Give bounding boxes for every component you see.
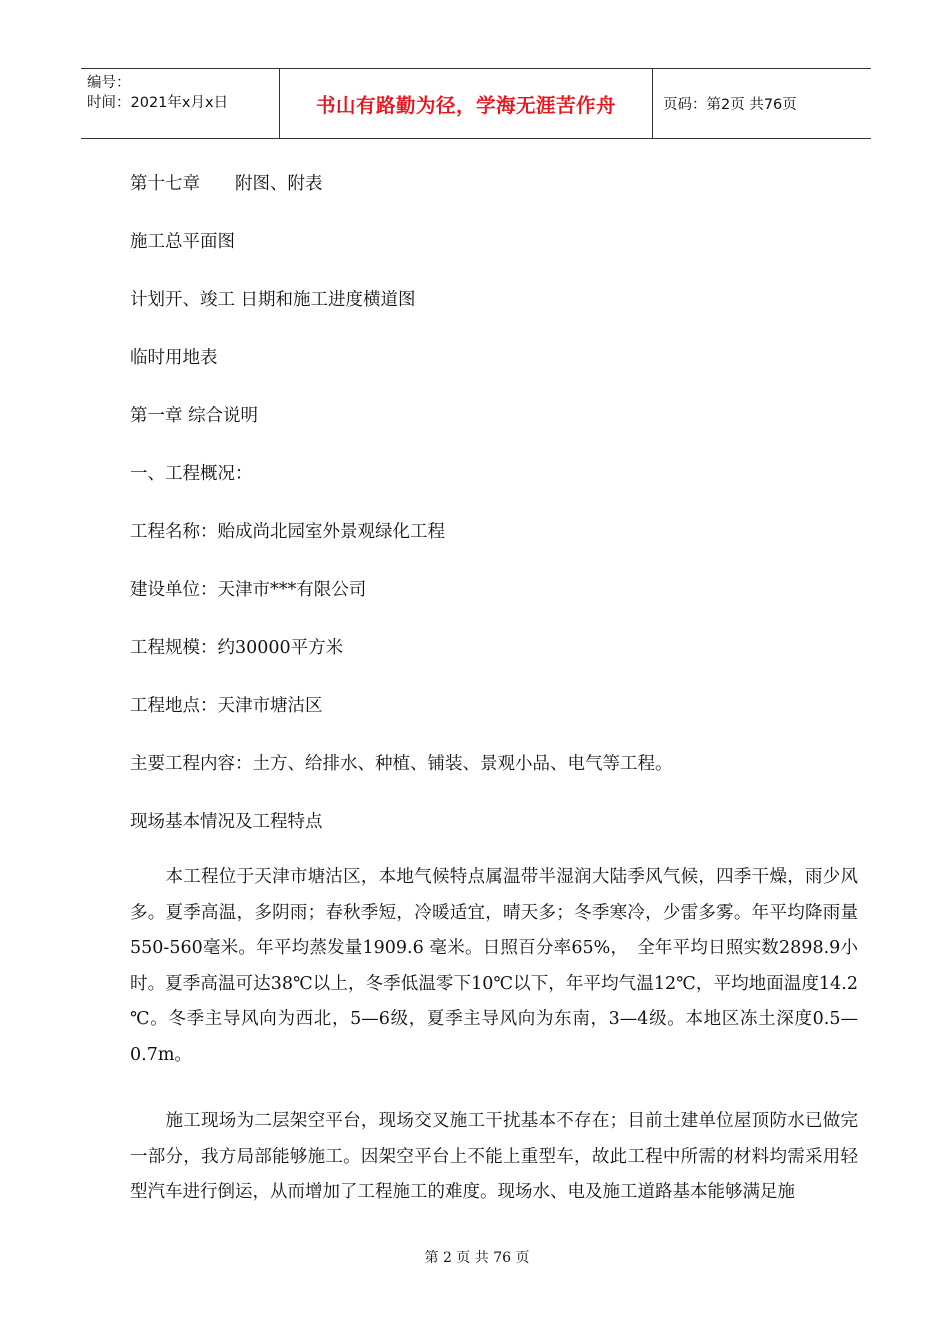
main-content: 主要工程内容：土方、给排水、种植、铺装、景观小品、电气等工程。	[130, 754, 673, 774]
header-meta	[81, 69, 280, 138]
header-page-info: 页码：第2页 共76页	[663, 97, 797, 113]
paragraph-climate: 本工程位于天津市塘沽区，本地气候特点属温带半湿润大陆季风气候，四季干燥，雨少风多。夏季高温，多阴雨；春秋季短，冷暖适宜，晴天多；冬季寒冷，少雷多雾。年平均降雨量550-560毫米。年平均蒸发量1909.6 毫米。日照百分率65%， 全年平均日照实数2898.9小时。夏季高温可达38℃以上，冬季低温零下10℃以下，年平均气温12℃，平均地面温度14.2 ℃。冬季主导风向为西北，5—6级，夏季主导风向为东南，3—4级。本地区冻土深度0.5—0.7m。	[130, 867, 858, 1065]
header-motto: 书山有路勤为径，学海无涯苦作舟	[280, 69, 653, 138]
section-heading: 一、工程概况：	[130, 464, 253, 484]
page-header	[81, 68, 871, 139]
time-label: 时间：2021年x月x日	[87, 95, 229, 111]
list-item: 计划开、竣工 日期和施工进度横道图	[130, 290, 416, 310]
project-scale: 工程规模：约30000平方米	[130, 638, 344, 658]
list-item: 施工总平面图	[130, 232, 235, 252]
construction-unit: 建设单位：天津市***有限公司	[130, 580, 367, 600]
list-item: 临时用地表	[130, 348, 218, 368]
number-label: 编号：	[87, 75, 131, 91]
section-heading: 现场基本情况及工程特点	[130, 812, 323, 832]
project-location: 工程地点：天津市塘沽区	[130, 696, 323, 716]
paragraph-site: 施工现场为二层架空平台，现场交叉施工干扰基本不存在；目前土建单位屋顶防水已做完一部分，我方局部能够施工。因架空平台上不能上重型车，故此工程中所需的材料均需采用轻型汽车进行倒运，从而增加了工程施工的难度。现场水、电及施工道路基本能够满足施	[130, 1111, 858, 1202]
page-footer: 第 2 页 共 76 页	[424, 1250, 530, 1266]
project-name: 工程名称：贻成尚北园室外景观绿化工程	[130, 522, 445, 542]
chapter-1-heading: 第一章 综合说明	[130, 406, 259, 426]
chapter-17-heading: 第十七章 附图、附表	[130, 174, 323, 194]
